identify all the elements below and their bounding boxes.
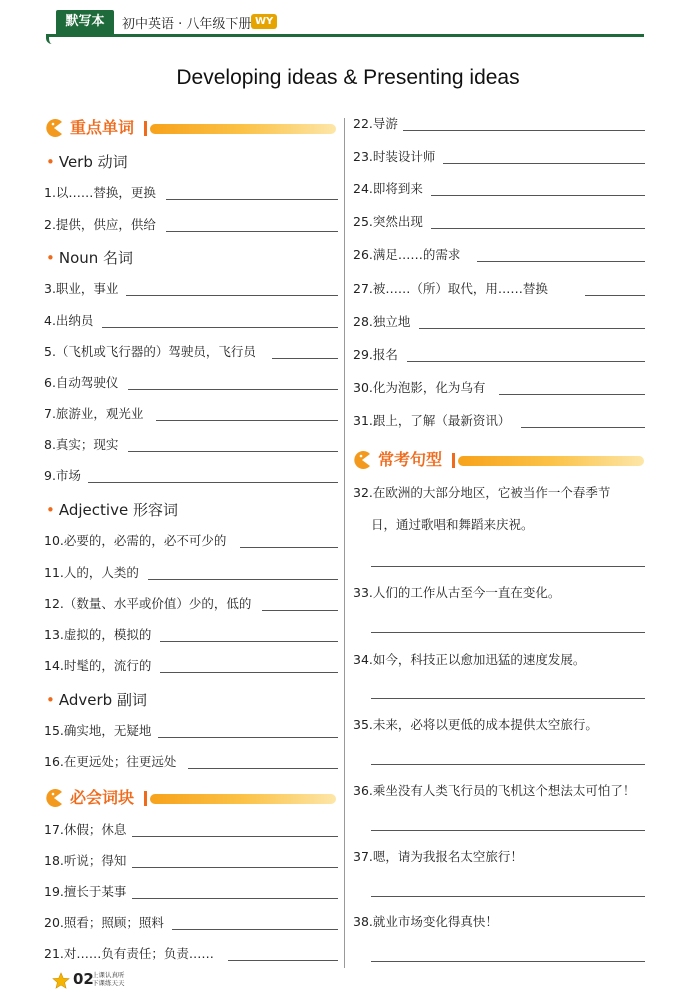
sentence-prompt-32-cont: 日，通过歌唱和舞蹈来庆祝。 [371,517,534,532]
phrase-prompt: 31.跟上，了解（最新资讯） [353,413,511,428]
page-title: Developing ideas & Presenting ideas [176,66,520,89]
vocab-prompt: 11.人的，人类的 [44,565,139,580]
phrase-row-19 [44,883,338,901]
section-title-must-phrases: 必会词块 [70,788,135,807]
section-title-sentences: 常考句型 [378,450,443,469]
section-mark [144,791,147,806]
footer-note-line-1: 上课认真听 [92,971,125,979]
phrase-row-30 [353,379,645,397]
vocab-row-13 [44,626,338,644]
phrase-prompt: 22.导游 [353,116,398,131]
subhead-verb [46,151,128,172]
page-number: 02 [73,970,94,988]
section-title-key-words: 重点单词 [70,118,135,137]
phrase-row-29 [353,346,645,364]
answer-line[interactable] [499,394,645,395]
answer-line[interactable] [166,231,338,232]
header-rule [48,34,644,37]
phrase-prompt: 26.满足……的需求 [353,247,461,262]
footer-note [92,971,125,987]
answer-line[interactable] [262,610,338,611]
vocab-prompt: 16.在更远处；往更远处 [44,754,177,769]
vocab-row-8 [44,436,338,454]
vocab-row-2 [44,216,338,234]
phrase-row-24 [353,180,645,198]
vocab-row-7 [44,405,338,423]
subhead-adverb [46,689,147,710]
answer-line[interactable] [431,195,645,196]
phrase-prompt: 28.独立地 [353,314,411,329]
sentence-prompt-32: 32.在欧洲的大部分地区，它被当作一个春季节 [353,485,611,500]
bullet-dot: • [46,691,55,709]
vocab-row-10 [44,532,338,550]
answer-line[interactable] [431,228,645,229]
section-bar [150,794,336,804]
vocab-prompt: 9.市场 [44,468,81,483]
vocab-prompt: 12.（数量、水平或价值）少的，低的 [44,596,252,611]
answer-line[interactable] [158,737,338,738]
vocab-prompt: 2.提供，供应，供给 [44,217,156,232]
section-bar [458,456,644,466]
phrase-row-28 [353,313,645,331]
phrase-row-26 [353,246,645,264]
phrase-prompt: 23.时装设计师 [353,149,436,164]
sentence-prompt-36: 36.乘坐没有人类飞行员的飞机这个想法太可怕了！ [353,783,636,798]
phrase-prompt: 25.突然出现 [353,214,423,229]
subhead-noun [46,247,133,268]
column-divider [344,118,345,968]
answer-line[interactable] [160,641,338,642]
answer-line[interactable] [272,358,338,359]
vocab-prompt: 5.（飞机或飞行器的）驾驶员，飞行员 [44,344,256,359]
sentence-prompt-35: 35.未来，必将以更低的成本提供太空旅行。 [353,717,598,732]
answer-line[interactable] [126,295,338,296]
answer-line[interactable] [128,389,338,390]
answer-line[interactable] [148,579,338,580]
vocab-prompt: 15.确实地，无疑地 [44,723,152,738]
vocab-prompt: 6.自动驾驶仪 [44,375,119,390]
phrase-prompt: 30.化为泡影，化为乌有 [353,380,486,395]
vocab-prompt: 3.职业，事业 [44,281,119,296]
vocab-prompt: 8.真实；现实 [44,437,119,452]
vocab-row-1 [44,184,338,202]
vocab-row-5 [44,343,338,361]
vocab-row-16 [44,753,338,771]
vocab-prompt: 10.必要的，必需的，必不可少的 [44,533,227,548]
section-mark [452,453,455,468]
answer-line[interactable] [521,427,645,428]
edition-tag: WY [251,14,277,29]
section-mark [144,121,147,136]
sentence-prompt-37: 37.嗯，请为我报名太空旅行！ [353,849,523,864]
phrase-prompt: 24.即将到来 [353,181,423,196]
answer-line[interactable] [156,420,338,421]
phrase-row-20 [44,914,338,932]
section-key-words [44,116,336,140]
answer-line-32[interactable] [371,566,645,567]
vocab-prompt: 7.旅游业，观光业 [44,406,144,421]
bullet-dot: • [46,153,55,171]
phrase-prompt: 27.被……（所）取代，用……替换 [353,281,548,296]
answer-line[interactable] [102,327,338,328]
bullet-dot: • [46,501,55,519]
vocab-prompt: 14.时髦的，流行的 [44,658,152,673]
vocab-row-3 [44,280,338,298]
phrase-row-18 [44,852,338,870]
sentence-prompt-33: 33.人们的工作从古至今一直在变化。 [353,585,561,600]
phrase-prompt: 17.休假；休息 [44,822,127,837]
answer-line[interactable] [403,130,645,131]
vocab-prompt: 1.以……替换，更换 [44,185,156,200]
star-icon [52,972,70,990]
answer-line[interactable] [443,163,645,164]
answer-line[interactable] [88,482,338,483]
subhead-adjective-label: Adjective 形容词 [58,501,178,519]
vocab-row-15 [44,722,338,740]
pacman-icon [352,450,372,470]
answer-line-35[interactable] [371,764,645,765]
subhead-verb-label: Verb 动词 [58,153,128,171]
answer-line-33[interactable] [371,632,645,633]
phrase-row-17 [44,821,338,839]
phrase-prompt: 20.照看；照顾；照料 [44,915,164,930]
answer-line[interactable] [160,672,338,673]
vocab-row-14 [44,657,338,675]
answer-line-36[interactable] [371,830,645,831]
header-badge: 默写本 [56,10,114,34]
vocab-prompt: 4.出纳员 [44,313,94,328]
sentence-prompt-34: 34.如今，科技正以愈加迅猛的速度发展。 [353,652,586,667]
answer-line[interactable] [419,328,645,329]
vocab-prompt: 13.虚拟的，模拟的 [44,627,152,642]
phrase-prompt: 29.报名 [353,347,398,362]
phrase-row-27 [353,280,645,298]
answer-line[interactable] [240,547,338,548]
answer-line[interactable] [477,261,645,262]
subhead-adjective [46,499,178,520]
bullet-dot: • [46,249,55,267]
answer-line[interactable] [166,199,338,200]
answer-line[interactable] [188,768,338,769]
answer-line[interactable] [132,898,338,899]
phrase-row-21 [44,945,338,963]
vocab-row-12 [44,595,338,613]
vocab-row-9 [44,467,338,485]
vocab-row-6 [44,374,338,392]
answer-line[interactable] [407,361,645,362]
phrase-row-22 [353,115,645,133]
phrase-row-25 [353,213,645,231]
pacman-icon [44,118,64,138]
answer-line[interactable] [132,836,338,837]
answer-line[interactable] [585,295,645,296]
header-course: 初中英语 · 八年级下册 [122,17,252,32]
header-rule-hook [46,34,55,44]
pacman-icon [44,788,64,808]
sentence-prompt-38: 38.就业市场变化得真快！ [353,914,498,929]
section-bar [150,124,336,134]
vocab-row-4 [44,312,338,330]
answer-line-37[interactable] [371,896,645,897]
phrase-row-31 [353,412,645,430]
subhead-adverb-label: Adverb 副词 [58,691,147,709]
answer-line[interactable] [132,867,338,868]
phrase-row-23 [353,148,645,166]
section-must-phrases [44,786,336,810]
vocab-row-11 [44,564,338,582]
subhead-noun-label: Noun 名词 [58,249,134,267]
footer-note-line-2: 下课练天天 [92,979,125,987]
phrase-prompt: 21.对……负有责任；负责…… [44,946,214,961]
section-sentences [352,448,644,472]
answer-line-38[interactable] [371,961,645,962]
answer-line[interactable] [228,960,338,961]
phrase-prompt: 19.擅长于某事 [44,884,127,899]
answer-line[interactable] [172,929,338,930]
phrase-prompt: 18.听说；得知 [44,853,127,868]
answer-line-34[interactable] [371,698,645,699]
answer-line[interactable] [128,451,338,452]
